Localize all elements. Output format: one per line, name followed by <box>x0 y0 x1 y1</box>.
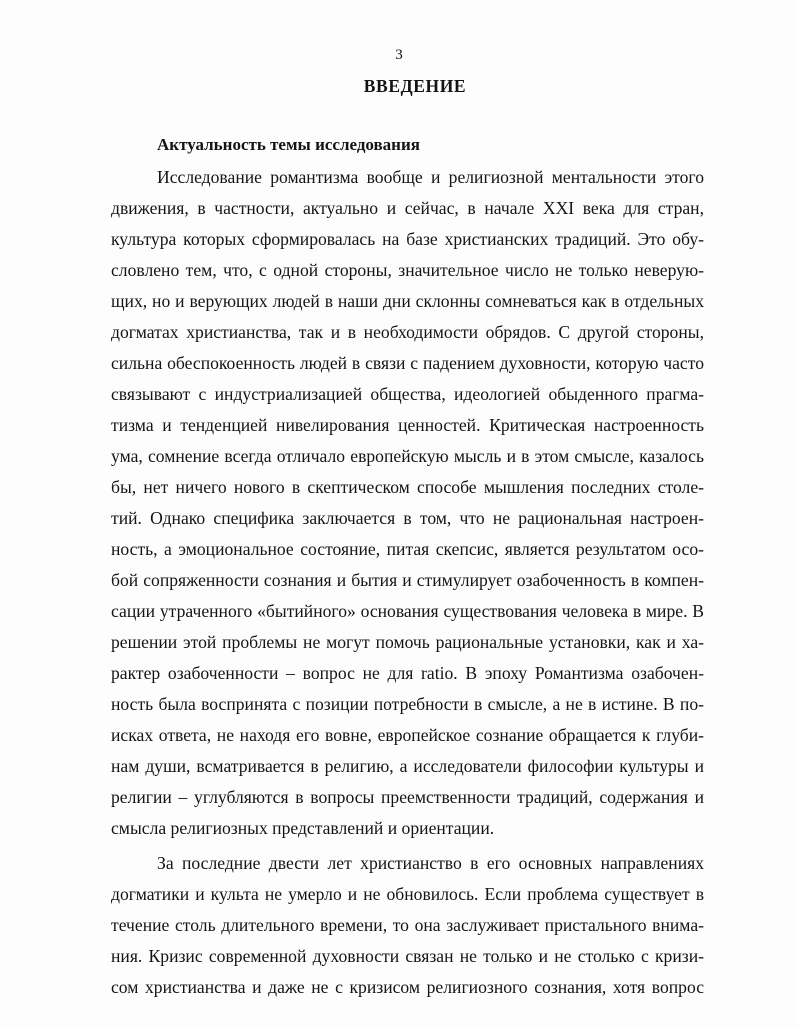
text-line: Исследование романтизма вообще и религиозной ментальности этого <box>157 167 704 187</box>
text-line: бой сопряженности сознания и бытия и стимулирует озабоченность в компен- <box>111 570 704 590</box>
text-line: сации утраченного «бытийного» основания существования человека в мире. В <box>111 601 704 621</box>
text-line: движения, в частности, актуально и сейчас, в начале XXI века для стран, <box>111 198 704 218</box>
text-line: догматики и культа не умерло и не обновилось. Если проблема существует в <box>111 884 704 904</box>
text-line: связывают с индустриализацией общества, идеологией обыденного прагма- <box>111 384 704 404</box>
text-line: ния. Кризис современной духовности связан не только и не столько с кризи- <box>111 946 704 966</box>
text-line: решении этой проблемы не могут помочь рациональные установки, как и ха- <box>111 632 704 652</box>
text-line: словлено тем, что, с одной стороны, значительное число не только неверую- <box>111 260 704 280</box>
text-line: За последние двести лет христианство в его основных направлениях <box>157 853 704 873</box>
text-line: сом христианства и даже не с кризисом религиозного сознания, хотя вопрос <box>111 977 704 997</box>
text-line: религии – углубляются в вопросы преемственности традиций, содержания и <box>111 787 704 807</box>
text-line: исках ответа, не находя его вовне, европейское сознание обращается к глуби- <box>111 725 704 745</box>
text-line: догматах христианства, так и в необходимости обрядов. С другой стороны, <box>111 322 704 342</box>
text-line: смысла религиозных представлений и ориентации. <box>111 818 495 838</box>
text-line: щих, но и верующих людей в наши дни склонны сомневаться как в отдельных <box>111 291 704 311</box>
section-subheading: Актуальность темы исследования <box>157 135 420 154</box>
text-line: ума, сомнение всегда отличало европейскую мысль и в этом смысле, казалось <box>111 446 704 466</box>
text-line: бы, нет ничего нового в скептическом способе мышления последних столе- <box>111 477 704 497</box>
text-line: культура которых сформировалась на базе христианских традиций. Это обу- <box>111 229 704 249</box>
text-line: нам души, всматривается в религию, а исследователи философии культуры и <box>111 756 704 776</box>
text-line: рактер озабоченности – вопрос не для ratio. В эпоху Романтизма озабочен- <box>111 663 704 683</box>
text-line: течение столь длительного времени, то она заслуживает пристального внима- <box>111 915 704 935</box>
page-number: 3 <box>395 47 403 63</box>
text-line: тизма и тенденцией нивелирования ценностей. Критическая настроенность <box>111 415 704 435</box>
text-line: сильна обеспокоенность людей в связи с падением духовности, которую часто <box>111 353 704 373</box>
text-line: ность была воспринята с позиции потребности в смысле, а не в истине. В по- <box>111 694 704 714</box>
page-title: ВВЕДЕНИЕ <box>363 76 467 96</box>
text-line: ность, а эмоциональное состояние, питая скепсис, является результатом осо- <box>111 539 704 559</box>
text-line: тий. Однако специфика заключается в том, что не рациональная настроен- <box>111 508 704 528</box>
